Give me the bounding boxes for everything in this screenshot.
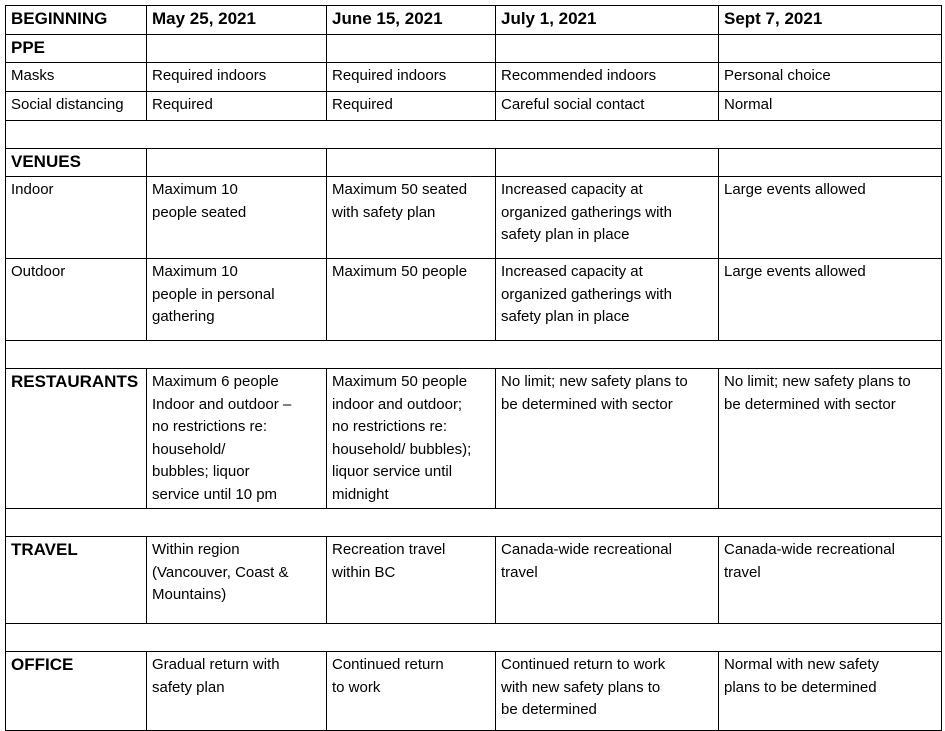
table-cell: Normal bbox=[719, 92, 942, 121]
section-row-ppe bbox=[6, 35, 942, 63]
empty-cell bbox=[719, 35, 942, 63]
empty-cell bbox=[496, 35, 719, 63]
table-row-office bbox=[6, 652, 942, 731]
table-cell: Large events allowed bbox=[719, 177, 942, 259]
table-row-travel bbox=[6, 537, 942, 624]
table-cell: Careful social contact bbox=[496, 92, 719, 121]
header-july-1: July 1, 2021 bbox=[496, 6, 719, 35]
table-cell: Canada-wide recreational travel bbox=[719, 537, 942, 624]
table-row-social-distancing bbox=[6, 92, 942, 121]
row-label-outdoor: Outdoor bbox=[6, 259, 147, 341]
table-row-indoor bbox=[6, 177, 942, 259]
header-row bbox=[6, 6, 942, 35]
row-label-indoor: Indoor bbox=[6, 177, 147, 259]
section-title-office: OFFICE bbox=[6, 652, 147, 731]
table-cell: Recreation travel within BC bbox=[327, 537, 496, 624]
section-title-travel: TRAVEL bbox=[6, 537, 147, 624]
table-cell: Normal with new safety plans to be determined bbox=[719, 652, 942, 731]
table-cell: Personal choice bbox=[719, 63, 942, 92]
table-row-masks bbox=[6, 63, 942, 92]
spacer-row bbox=[6, 624, 942, 652]
empty-cell bbox=[147, 149, 327, 177]
table-cell: Maximum 6 people Indoor and outdoor – no restrictions re: household/ bubbles; liquor service until 10 pm bbox=[147, 369, 327, 509]
header-may-25: May 25, 2021 bbox=[147, 6, 327, 35]
table-cell: Continued return to work bbox=[327, 652, 496, 731]
table-cell: Gradual return with safety plan bbox=[147, 652, 327, 731]
table-cell: Maximum 50 people indoor and outdoor; no restrictions re: household/ bubbles); liquor service until midnight bbox=[327, 369, 496, 509]
empty-cell bbox=[327, 149, 496, 177]
spacer-cell bbox=[6, 624, 942, 652]
table-cell: Required bbox=[147, 92, 327, 121]
table-cell: No limit; new safety plans to be determined with sector bbox=[719, 369, 942, 509]
table-cell: Increased capacity at organized gatherings with safety plan in place bbox=[496, 259, 719, 341]
spacer-row bbox=[6, 509, 942, 537]
spacer-cell bbox=[6, 341, 942, 369]
spacer-cell bbox=[6, 509, 942, 537]
row-label-social-distancing: Social distancing bbox=[6, 92, 147, 121]
table-cell: Maximum 50 seated with safety plan bbox=[327, 177, 496, 259]
table-cell: Required indoors bbox=[147, 63, 327, 92]
table-cell: Maximum 10 people in personal gathering bbox=[147, 259, 327, 341]
empty-cell bbox=[147, 35, 327, 63]
empty-cell bbox=[719, 149, 942, 177]
header-beginning: BEGINNING bbox=[6, 6, 147, 35]
table-cell: No limit; new safety plans to be determined with sector bbox=[496, 369, 719, 509]
table-cell: Continued return to work with new safety plans to be determined bbox=[496, 652, 719, 731]
spacer-cell bbox=[6, 121, 942, 149]
section-title-venues: VENUES bbox=[6, 149, 147, 177]
table-cell: Canada-wide recreational travel bbox=[496, 537, 719, 624]
table-row-restaurants bbox=[6, 369, 942, 509]
table-cell: Required bbox=[327, 92, 496, 121]
header-sept-7: Sept 7, 2021 bbox=[719, 6, 942, 35]
section-row-venues bbox=[6, 149, 942, 177]
empty-cell bbox=[327, 35, 496, 63]
section-title-ppe: PPE bbox=[6, 35, 147, 63]
table-cell: Increased capacity at organized gatherings with safety plan in place bbox=[496, 177, 719, 259]
table-cell: Recommended indoors bbox=[496, 63, 719, 92]
section-title-restaurants: RESTAURANTS bbox=[6, 369, 147, 509]
header-june-15: June 15, 2021 bbox=[327, 6, 496, 35]
table-cell: Large events allowed bbox=[719, 259, 942, 341]
table-row-outdoor bbox=[6, 259, 942, 341]
row-label-masks: Masks bbox=[6, 63, 147, 92]
reopening-plan-table bbox=[5, 5, 942, 731]
spacer-row bbox=[6, 341, 942, 369]
empty-cell bbox=[496, 149, 719, 177]
table-cell: Required indoors bbox=[327, 63, 496, 92]
spacer-row bbox=[6, 121, 942, 149]
table-cell: Maximum 50 people bbox=[327, 259, 496, 341]
table-cell: Maximum 10 people seated bbox=[147, 177, 327, 259]
table-cell: Within region (Vancouver, Coast & Mountains) bbox=[147, 537, 327, 624]
